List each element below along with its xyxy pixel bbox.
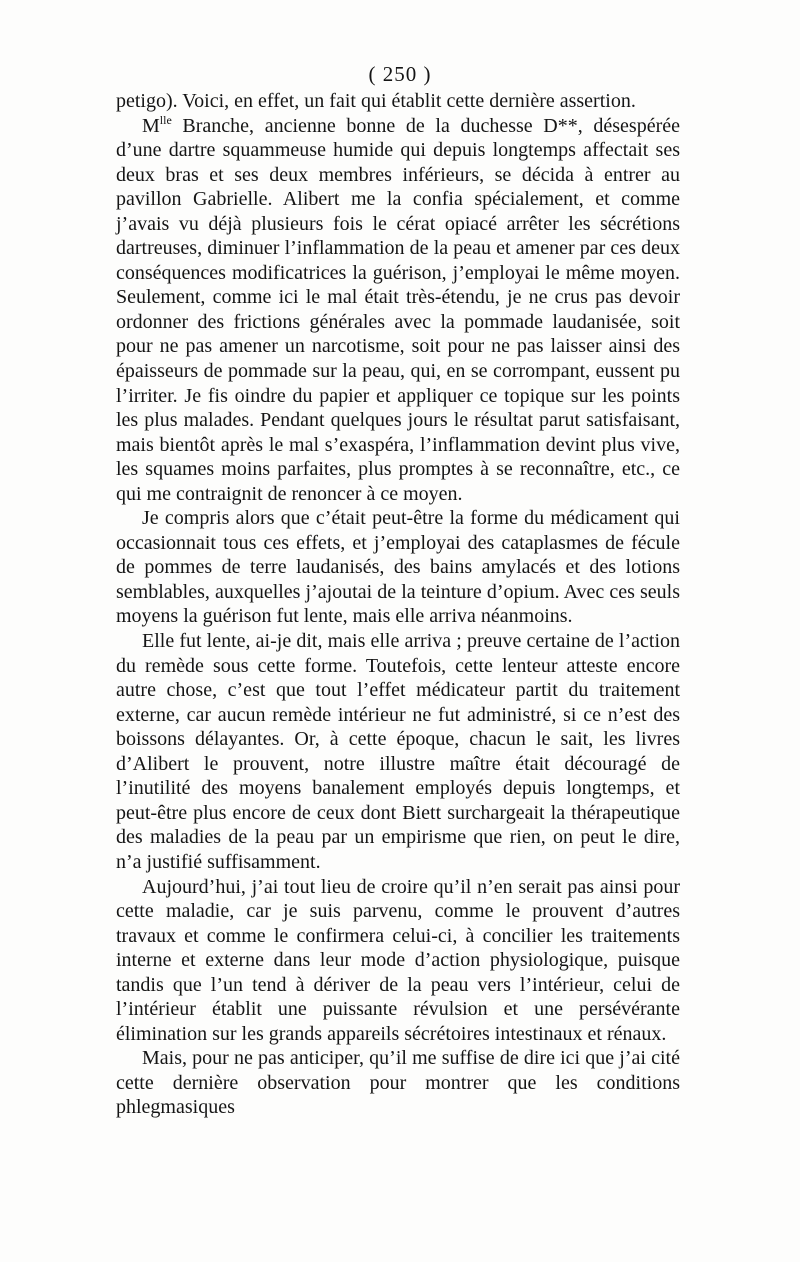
paragraph-6: Mais, pour ne pas anticiper, qu’il me suffise de dire ici que j’ai cité cette dernière observation pour montrer que les conditions phlegmasiques: [116, 1047, 680, 1119]
paragraph-2-text: Branche, ancienne bonne de la duchesse D**, désespérée d’une dartre squammeuse humide qui depuis longtemps affectait ses deux bras et ses deux membres inférieurs, se décida à entrer au pavillon Gabrielle. Alibert me la confia spécialement, et comme j’avais vu déjà plusieurs fois le cérat opiacé arrêter les sécrétions dartreuses, diminuer l’inflammation de la peau et amener par ces deux conséquences modificatrices la guérison, j’employai le même moyen. Seulement, comme ici le mal était très-étendu, je ne crus pas devoir ordonner des frictions générales avec la pommade laudanisée, soit pour ne pas amener un narcotisme, soit pour ne pas laisser ainsi des épaisseurs de pommade sur la peau, qui, en se corrompant, eussent pu l’irriter. Je fis oindre du papier et appliquer ce topique sur les points les plus malades. Pendant quelques jours le résultat parut satisfaisant, mais bientôt après le mal s’exaspéra, l’inflammation devint plus vive, les squames moins parfaites, plus promptes à se reconnaître, etc., ce qui me contraignit de renoncer à ce moyen.: [116, 114, 680, 505]
paragraph-5: Aujourd’hui, j’ai tout lieu de croire qu’il n’en serait pas ainsi pour cette maladie, car je suis parvenu, comme le prouvent d’autres travaux et comme le confirmera celui-ci, à concilier les traitements interne et externe dans leur mode d’action physiologique, puisque tandis que l’un tend à dériver de la peau vers l’intérieur, celui de l’intérieur établit une puissante révulsion et une persévérante élimination sur les grands appareils sécrétoires intestinaux et rénaux.: [116, 875, 680, 1045]
title-abbreviation: M: [142, 114, 160, 137]
paragraph-2: [116, 114, 680, 507]
paragraph-4: Elle fut lente, ai-je dit, mais elle arriva ; preuve certaine de l’action du remède sous cette forme. Toutefois, cette lenteur atteste encore autre chose, c’est que tout l’effet médicateur partit du traitement externe, car aucun remède intérieur ne fut administré, si ce n’est des boissons délayantes. Or, à cette époque, chacun le sait, les livres d’Alibert le prouvent, notre illustre maître était découragé de l’inutilité des moyens banalement employés depuis longtemps, et peut-être plus encore de ceux dont Biett surchargeait la thérapeutique des maladies de la peau par un empirisme que rien, on peut le dire, n’a justifié suffisamment.: [116, 630, 680, 873]
paragraph-1: petigo). Voici, en effet, un fait qui établit cette dernière assertion.: [116, 90, 636, 112]
paragraph-3: Je compris alors que c’était peut-être la forme du médicament qui occasionnait tous ces effets, et j’employai des cataplasmes de fécule de pommes de terre laudanisés, des bains amylacés et des lotions semblables, auxquelles j’ajoutai de la teinture d’opium. Avec ces seuls moyens la guérison fut lente, mais elle arriva néanmoins.: [116, 507, 680, 628]
title-superscript: lle: [159, 112, 172, 127]
page-number: ( 250 ): [368, 62, 432, 86]
body-text: [116, 89, 680, 1120]
